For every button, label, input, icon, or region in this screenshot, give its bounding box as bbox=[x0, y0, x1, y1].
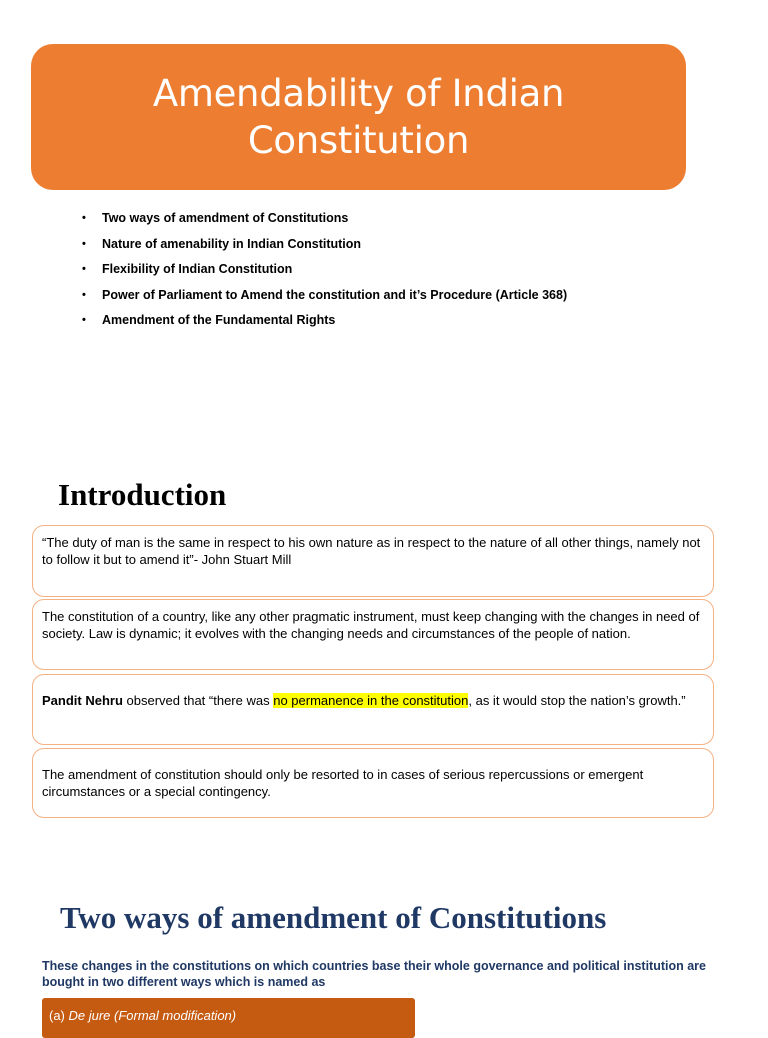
list-item-label: Flexibility of Indian Constitution bbox=[102, 262, 293, 276]
mill-quote-box bbox=[32, 525, 714, 597]
list-item bbox=[82, 257, 567, 283]
list-item-label: Amendment of the Fundamental Rights bbox=[102, 313, 336, 327]
title-banner bbox=[31, 44, 686, 190]
list-item bbox=[82, 206, 567, 232]
list-item bbox=[82, 232, 567, 258]
page-title: Amendability of Indian Constitution bbox=[152, 72, 565, 162]
list-item-label: Two ways of amendment of Constitutions bbox=[102, 211, 349, 225]
bullet-icon: • bbox=[82, 237, 86, 250]
mill-quote-text: “The duty of man is the same in respect to his own nature as in respect to the nature of all other things, namely not to follow it but to amend it”- John Stuart Mill bbox=[42, 535, 701, 567]
introduction-heading: Introduction bbox=[58, 477, 227, 512]
highlighted-phrase: no permanence in the constitution bbox=[273, 693, 469, 708]
nehru-name: Pandit Nehru bbox=[42, 693, 123, 708]
de-jure-label: (a) bbox=[49, 1008, 69, 1023]
bullet-icon: • bbox=[82, 212, 86, 224]
list-item bbox=[82, 308, 567, 334]
list-item bbox=[82, 283, 567, 309]
pragmatic-instrument-text: The constitution of a country, like any other pragmatic instrument, must keep changing with the changes in need of society. Law is dynamic; it evolves with the changing needs and circumstances of the people of nation. bbox=[42, 609, 700, 641]
nehru-text-before: observed that “there was bbox=[122, 693, 274, 708]
list-item-label: Power of Parliament to Amend the constitution and it’s Procedure (Article 368) bbox=[102, 287, 568, 302]
nehru-text-after: , as it would stop the nation’s growth.” bbox=[468, 693, 686, 708]
de-jure-item bbox=[42, 998, 415, 1038]
bullet-icon: • bbox=[82, 263, 86, 275]
bullet-icon: • bbox=[82, 314, 86, 326]
amendment-caution-box bbox=[32, 748, 714, 818]
amendment-caution-text: The amendment of constitution should only be resorted to in cases of serious repercussions or emergent circumstances or a special contingency. bbox=[42, 767, 644, 799]
topic-list bbox=[82, 206, 567, 334]
bullet-icon: • bbox=[82, 288, 86, 301]
pragmatic-instrument-box bbox=[32, 599, 714, 670]
two-ways-heading: Two ways of amendment of Constitutions bbox=[60, 900, 607, 935]
list-item-label: Nature of amenability in Indian Constitution bbox=[102, 236, 362, 251]
two-ways-description: These changes in the constitutions on which countries base their whole governance and political institution are bought in two different ways which is named as bbox=[42, 959, 706, 989]
nehru-quote-box bbox=[32, 674, 714, 745]
de-jure-text: De jure (Formal modification) bbox=[68, 1008, 237, 1023]
